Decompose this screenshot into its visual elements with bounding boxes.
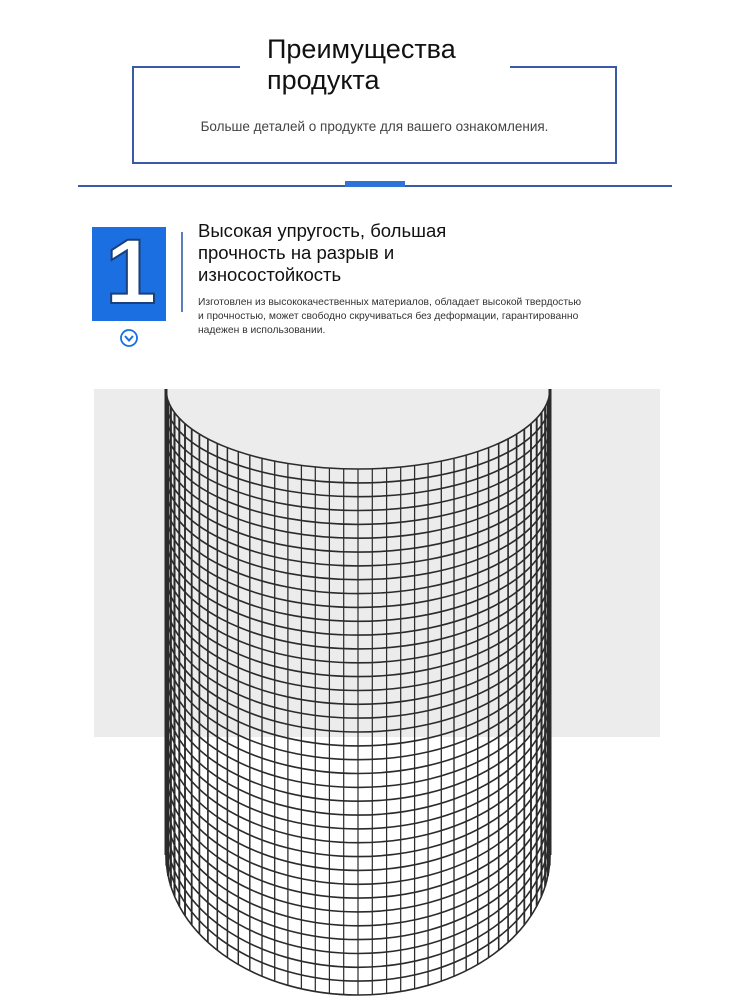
chevron-down-circle-icon bbox=[119, 328, 139, 348]
header-frame-right-edge bbox=[615, 66, 617, 164]
header-frame-left-edge bbox=[132, 66, 134, 164]
feature-description: Изготовлен из высококачественных материалов, обладает высокой твердостью и прочностью, может свободно скручиваться без деформации, гарантированно надежен в использовании. bbox=[198, 297, 582, 336]
header-frame-left-top bbox=[132, 66, 240, 68]
feature-title: Высокая упругость, большая прочность на разрыв и износостойкость bbox=[198, 220, 447, 285]
feature-number: 1 bbox=[105, 221, 157, 323]
feature-badge-outline bbox=[181, 232, 183, 312]
header-frame-bottom bbox=[132, 162, 617, 164]
header-frame-right-top bbox=[510, 66, 617, 68]
page-title: Преимущества продукта bbox=[267, 34, 456, 95]
section-divider-tab bbox=[345, 181, 405, 187]
rolled-mesh-icon bbox=[94, 385, 660, 1000]
page-subtitle: Больше деталей о продукте для вашего ознакомления. bbox=[200, 119, 549, 134]
